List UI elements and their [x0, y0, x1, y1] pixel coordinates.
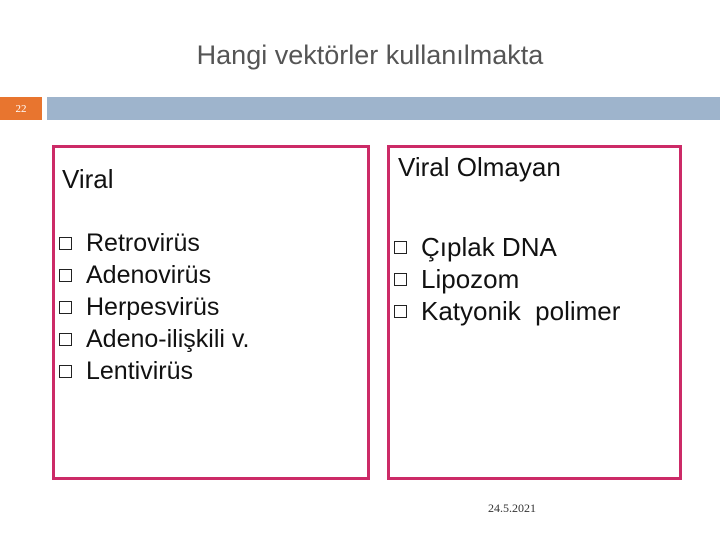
checkbox-icon	[394, 241, 407, 254]
list-item-label: Herpesvirüs	[86, 293, 220, 321]
non-viral-heading: Viral Olmayan	[398, 152, 561, 182]
list-item-label: Katyonik polimer	[421, 296, 621, 326]
checkbox-icon	[59, 301, 72, 314]
viral-list	[59, 227, 249, 387]
list-item-label: Adeno-ilişkili v.	[86, 325, 250, 353]
slide-number: 22	[0, 97, 42, 120]
list-item-label: Lipozom	[421, 264, 520, 294]
list-item	[59, 227, 249, 259]
slide-date: 24.5.2021	[488, 501, 536, 515]
list-item	[59, 291, 249, 323]
list-item	[394, 263, 620, 295]
list-item	[394, 231, 620, 263]
list-item	[59, 259, 249, 291]
checkbox-icon	[394, 305, 407, 318]
list-item	[59, 355, 249, 387]
list-item-label: Adenovirüs	[86, 261, 212, 289]
viral-heading: Viral	[62, 164, 114, 194]
non-viral-box	[387, 145, 682, 480]
slide-title: Hangi vektörler kullanılmakta	[196, 40, 544, 70]
list-item	[394, 295, 620, 327]
checkbox-icon	[59, 237, 72, 250]
list-item-label: Lentivirüs	[86, 357, 193, 385]
list-item-label: Çıplak DNA	[421, 232, 557, 262]
checkbox-icon	[59, 333, 72, 346]
header-bar	[47, 97, 720, 120]
checkbox-icon	[59, 365, 72, 378]
viral-box	[52, 145, 370, 480]
non-viral-list	[394, 231, 620, 327]
list-item	[59, 323, 249, 355]
checkbox-icon	[394, 273, 407, 286]
checkbox-icon	[59, 269, 72, 282]
list-item-label: Retrovirüs	[86, 229, 200, 257]
